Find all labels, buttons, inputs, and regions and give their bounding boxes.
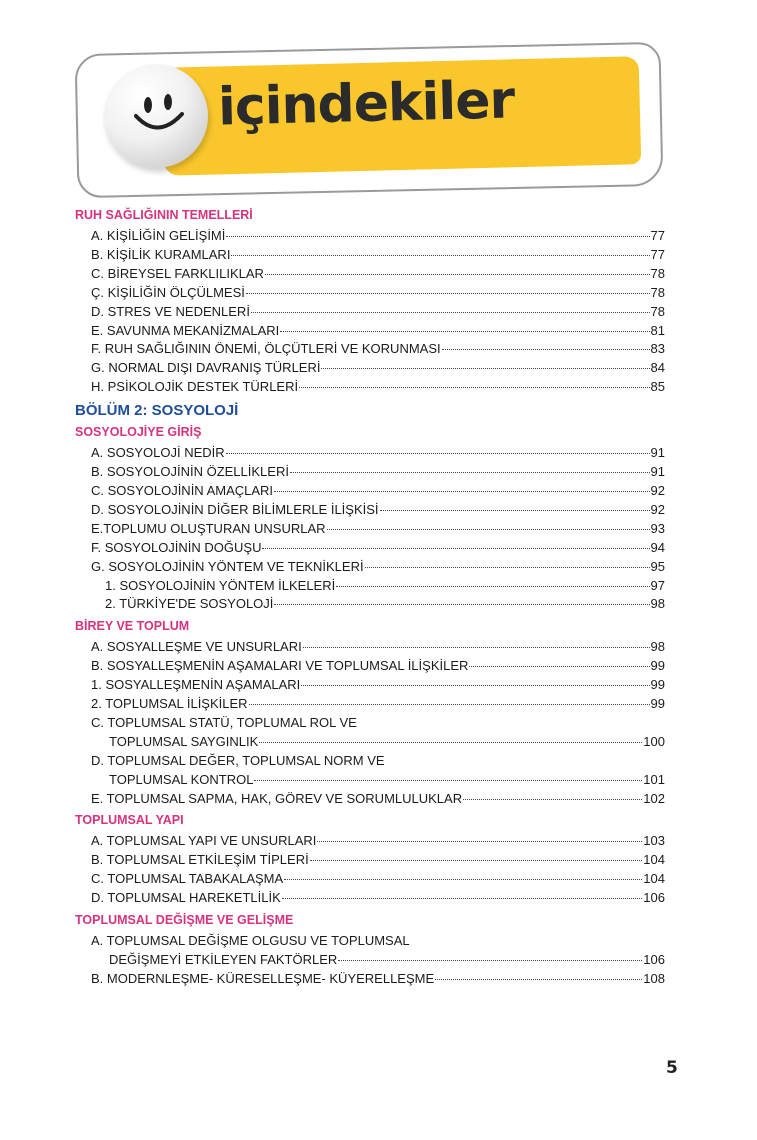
section-title: RUH SAĞLIĞININ TEMELLERİ	[75, 208, 253, 222]
entry-title: C. BİREYSEL FARKLILIKLAR	[91, 265, 264, 281]
toc-entry	[91, 752, 665, 771]
dot-leader	[469, 666, 649, 667]
dot-leader	[442, 349, 650, 350]
entry-list	[91, 227, 665, 397]
section-title: TOPLUMSAL YAPI	[75, 813, 184, 828]
entry-page: 99	[650, 658, 665, 674]
toc-entry	[91, 322, 665, 341]
entry-page: 78	[650, 265, 665, 281]
toc-entry	[91, 851, 665, 870]
entry-page: 108	[643, 970, 665, 986]
entry-title: A. TOPLUMSAL YAPI VE UNSURLARI	[91, 833, 317, 849]
dot-leader	[338, 960, 642, 961]
entry-list	[91, 832, 665, 908]
toc-entry	[91, 714, 665, 733]
entry-page: 100	[643, 733, 665, 749]
dot-leader	[327, 529, 650, 530]
dot-leader	[336, 586, 649, 587]
entry-title: B. SOSYOLOJİNİN ÖZELLİKLERİ	[91, 464, 289, 480]
toc-entry	[91, 246, 665, 265]
entry-title: E.TOPLUMU OLUŞTURAN UNSURLAR	[91, 520, 326, 536]
toc-entry	[91, 284, 665, 303]
entry-title: F. SOSYOLOJİNİN DOĞUŞU	[91, 539, 262, 555]
smiley-mouth	[130, 110, 186, 140]
entry-title: A. SOSYOLOJİ NEDİR	[91, 445, 225, 461]
entry-title: C. SOSYOLOJİNİN AMAÇLARI	[91, 482, 274, 498]
entry-title: A. KİŞİLİĞİN GELİŞİMİ	[91, 228, 226, 243]
dot-leader	[262, 548, 649, 549]
entry-title: A. SOSYALLEŞME VE UNSURLARI	[91, 639, 302, 655]
entry-list	[91, 638, 665, 808]
toc-entry	[91, 482, 665, 501]
entry-title-continuation: TOPLUMSAL SAYGINLIK	[109, 733, 259, 749]
entry-title-continuation: TOPLUMSAL KONTROL	[109, 771, 254, 787]
entry-title-continuation: DEĞİŞMEYİ ETKİLEYEN FAKTÖRLER	[109, 952, 338, 967]
entry-title: 1. SOSYOLOJİNİN YÖNTEM İLKELERİ	[105, 577, 336, 593]
entry-title: H. PSİKOLOJİK DESTEK TÜRLERİ	[91, 379, 299, 395]
toc-entry	[91, 577, 665, 596]
smiley-right-eye	[164, 94, 172, 110]
dot-leader	[299, 387, 649, 388]
toc-entry	[91, 227, 665, 246]
toc-entry-continuation	[91, 951, 665, 970]
toc-entry	[91, 970, 665, 989]
entry-title: G. SOSYOLOJİNİN YÖNTEM VE TEKNİKLERİ	[91, 558, 364, 574]
dot-leader	[254, 780, 642, 781]
entry-page: 98	[650, 639, 665, 655]
entry-page: 106	[643, 890, 665, 906]
entry-title: F. RUH SAĞLIĞININ ÖNEMİ, ÖLÇÜTLERİ VE KORUNMASI	[91, 341, 441, 357]
dot-leader	[226, 236, 649, 237]
entry-title: C. TOPLUMSAL TABAKALAŞMA	[91, 871, 284, 887]
entry-title: A. TOPLUMSAL DEĞİŞME OLGUSU VE TOPLUMSAL	[91, 933, 410, 949]
dot-leader	[317, 841, 642, 842]
entry-title: B. SOSYALLEŞMENİN AŞAMALARI VE TOPLUMSAL İLİŞKİLER	[91, 658, 469, 674]
toc-entry	[91, 695, 665, 714]
toc-entry	[91, 932, 665, 951]
toc-entry-continuation	[91, 771, 665, 790]
toc-entry-continuation	[91, 733, 665, 752]
dot-leader	[249, 704, 650, 705]
entry-title: C. TOPLUMSAL STATÜ, TOPLUMAL ROL VE	[91, 714, 357, 730]
entry-title: E. SAVUNMA MEKANİZMALARI	[91, 322, 280, 338]
entry-page: 77	[650, 246, 665, 262]
dot-leader	[280, 331, 649, 332]
entry-page: 95	[650, 558, 665, 574]
entry-page: 97	[650, 577, 665, 593]
entry-title: Ç. KİŞİLİĞİN ÖLÇÜLMESİ	[91, 284, 245, 300]
entry-title: 2. TOPLUMSAL İLİŞKİLER	[91, 696, 248, 712]
entry-page: 77	[650, 228, 665, 243]
entry-page: 101	[643, 771, 665, 787]
page-number: 5	[666, 1058, 678, 1078]
section-title: TOPLUMSAL DEĞİŞME VE GELİŞME	[75, 913, 294, 928]
smiley-icon	[104, 64, 208, 168]
entry-page: 92	[650, 501, 665, 517]
entry-title: D. SOSYOLOJİNİN DİĞER BİLİMLERLE İLİŞKİSİ	[91, 501, 379, 517]
entry-page: 99	[650, 696, 665, 712]
entry-page: 93	[650, 520, 665, 536]
toc-entry	[91, 444, 665, 463]
section-title: SOSYOLOJİYE GİRİŞ	[75, 425, 202, 440]
entry-page: 106	[643, 952, 665, 967]
toc-entry	[91, 870, 665, 889]
entry-title: 2. TÜRKİYE'DE SOSYOLOJİ	[105, 596, 274, 612]
entry-page: 92	[650, 482, 665, 498]
dot-leader	[265, 274, 650, 275]
dot-leader	[380, 510, 650, 511]
entry-list	[91, 444, 665, 614]
entry-title: 1. SOSYALLEŞMENİN AŞAMALARI	[91, 677, 301, 693]
entry-page: 102	[643, 790, 665, 806]
dot-leader	[284, 879, 642, 880]
entry-title: E. TOPLUMSAL SAPMA, HAK, GÖREV VE SORUMLULUKLAR	[91, 790, 463, 806]
toc-entry	[91, 303, 665, 322]
toc-entry	[91, 359, 665, 378]
toc-entry	[91, 558, 665, 577]
table-of-contents	[75, 207, 665, 993]
toc-entry	[91, 638, 665, 657]
toc-entry	[91, 501, 665, 520]
entry-list	[91, 932, 665, 989]
entry-page: 85	[650, 379, 665, 395]
dot-leader	[274, 491, 649, 492]
dot-leader	[321, 368, 649, 369]
dot-leader	[274, 604, 649, 605]
entry-page: 98	[650, 596, 665, 612]
entry-title: B. KİŞİLİK KURAMLARI	[91, 246, 231, 262]
toc-entry	[91, 265, 665, 284]
entry-title: B. MODERNLEŞME- KÜRESELLEŞME- KÜYERELLEŞME	[91, 970, 435, 986]
entry-title: B. TOPLUMSAL ETKİLEŞİM TİPLERİ	[91, 852, 309, 868]
dot-leader	[435, 979, 642, 980]
entry-title: G. NORMAL DIŞI DAVRANIŞ TÜRLERİ	[91, 360, 321, 376]
dot-leader	[290, 472, 650, 473]
entry-page: 81	[650, 322, 665, 338]
part-title: BÖLÜM 2: SOSYOLOJİ	[75, 402, 239, 420]
toc-entry	[91, 790, 665, 809]
dot-leader	[301, 685, 649, 686]
dot-leader	[231, 255, 649, 256]
dot-leader	[303, 647, 650, 648]
toc-entry	[91, 539, 665, 558]
entry-page: 78	[650, 303, 665, 319]
entry-page: 94	[650, 539, 665, 555]
entry-page: 78	[650, 284, 665, 300]
entry-page: 99	[650, 677, 665, 693]
entry-page: 103	[643, 833, 665, 849]
dot-leader	[463, 799, 642, 800]
entry-page: 83	[650, 341, 665, 357]
entry-page: 91	[650, 445, 665, 461]
entry-title: D. STRES VE NEDENLERİ	[91, 303, 250, 319]
entry-page: 91	[650, 464, 665, 480]
dot-leader	[246, 293, 650, 294]
toc-entry	[91, 832, 665, 851]
entry-title: D. TOPLUMSAL DEĞER, TOPLUMSAL NORM VE	[91, 752, 385, 768]
dot-leader	[251, 312, 650, 313]
toc-entry	[91, 889, 665, 908]
entry-page: 104	[643, 871, 665, 887]
dot-leader	[226, 453, 650, 454]
section-title: BİREY VE TOPLUM	[75, 619, 190, 634]
toc-entry	[91, 676, 665, 695]
dot-leader	[282, 898, 643, 899]
header-banner	[70, 38, 670, 198]
entry-page: 84	[650, 360, 665, 376]
toc-entry	[91, 520, 665, 539]
toc-entry	[91, 657, 665, 676]
dot-leader	[259, 742, 642, 743]
toc-entry	[91, 378, 665, 397]
toc-entry	[91, 340, 665, 359]
entry-page: 104	[643, 852, 665, 868]
dot-leader	[365, 567, 650, 568]
toc-entry	[91, 595, 665, 614]
page-title: içindekiler	[217, 70, 515, 138]
toc-entry	[91, 463, 665, 482]
entry-title: D. TOPLUMSAL HAREKETLİLİK	[91, 890, 281, 906]
dot-leader	[310, 860, 643, 861]
